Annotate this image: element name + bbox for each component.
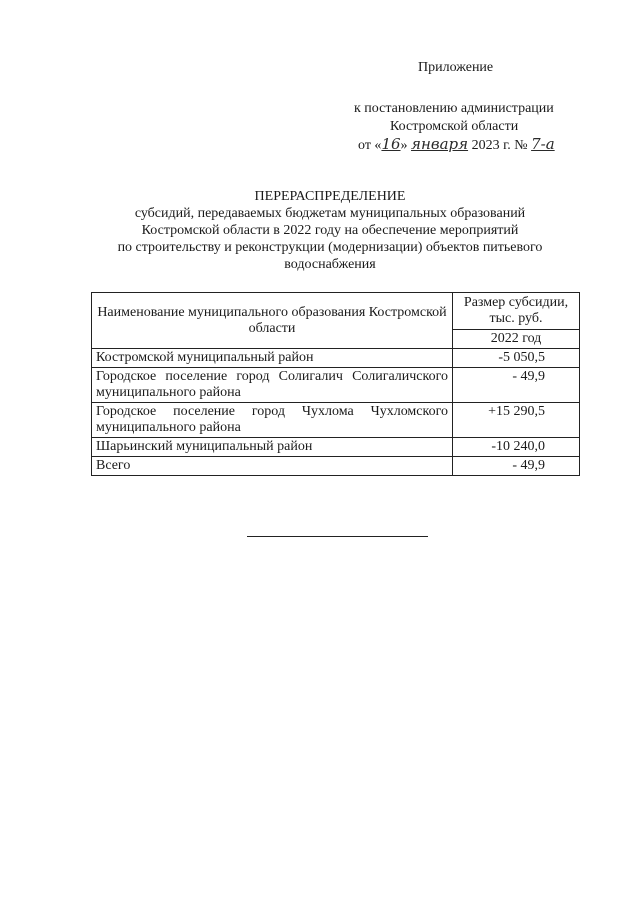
document-subtitle-line4: водоснабжения: [284, 257, 376, 272]
row-name: Городское поселение город Чухлома Чухломского муниципального района: [92, 403, 453, 438]
column-header-name: Наименование муниципального образования Костромской области: [92, 293, 453, 349]
document-subtitle-line3: по строительству и реконструкции (модернизации) объектов питьевого: [117, 240, 543, 255]
document-subtitle-line2: Костромской области в 2022 году на обеспечение мероприятий: [141, 223, 519, 238]
row-name: Городское поселение город Солигалич Солигаличского муниципального района: [92, 368, 453, 403]
decree-reference: к постановлению администрации: [354, 101, 554, 116]
decree-number-handwritten: 7-а: [531, 135, 555, 153]
table-row: [92, 438, 580, 457]
date-prefix: от «: [358, 138, 382, 153]
row-value: -10 240,0: [453, 438, 580, 457]
table-row: [92, 403, 580, 438]
document-subtitle-line1: субсидий, передаваемых бюджетам муниципальных образований: [134, 206, 526, 221]
row-value: +15 290,5: [453, 403, 580, 438]
row-name: Шарьинский муниципальный район: [92, 438, 453, 457]
subsidy-table: [91, 292, 580, 476]
table-row: [92, 368, 580, 403]
closing-divider: [247, 536, 428, 537]
date-day-handwritten: 16: [381, 135, 401, 153]
row-name: Костромской муниципальный район: [92, 349, 453, 368]
column-header-year: 2022 год: [453, 330, 580, 349]
row-name: Всего: [92, 457, 453, 476]
row-value: - 49,9: [453, 368, 580, 403]
table-row: [92, 349, 580, 368]
date-month-handwritten: января: [411, 135, 469, 153]
column-header-value: Размер субсидии, тыс. руб.: [453, 293, 580, 330]
document-title: ПЕРЕРАСПРЕДЕЛЕНИЕ: [254, 189, 406, 204]
appendix-label: Приложение: [418, 60, 494, 75]
date-year: 2023 г. №: [468, 138, 532, 153]
document-title-block: [80, 188, 580, 273]
table-row-total: [92, 457, 580, 476]
date-mid: »: [400, 138, 412, 153]
row-value: - 49,9: [453, 457, 580, 476]
decree-date-line: [358, 135, 555, 154]
row-value: -5 050,5: [453, 349, 580, 368]
decree-region: Костромской области: [390, 119, 519, 134]
